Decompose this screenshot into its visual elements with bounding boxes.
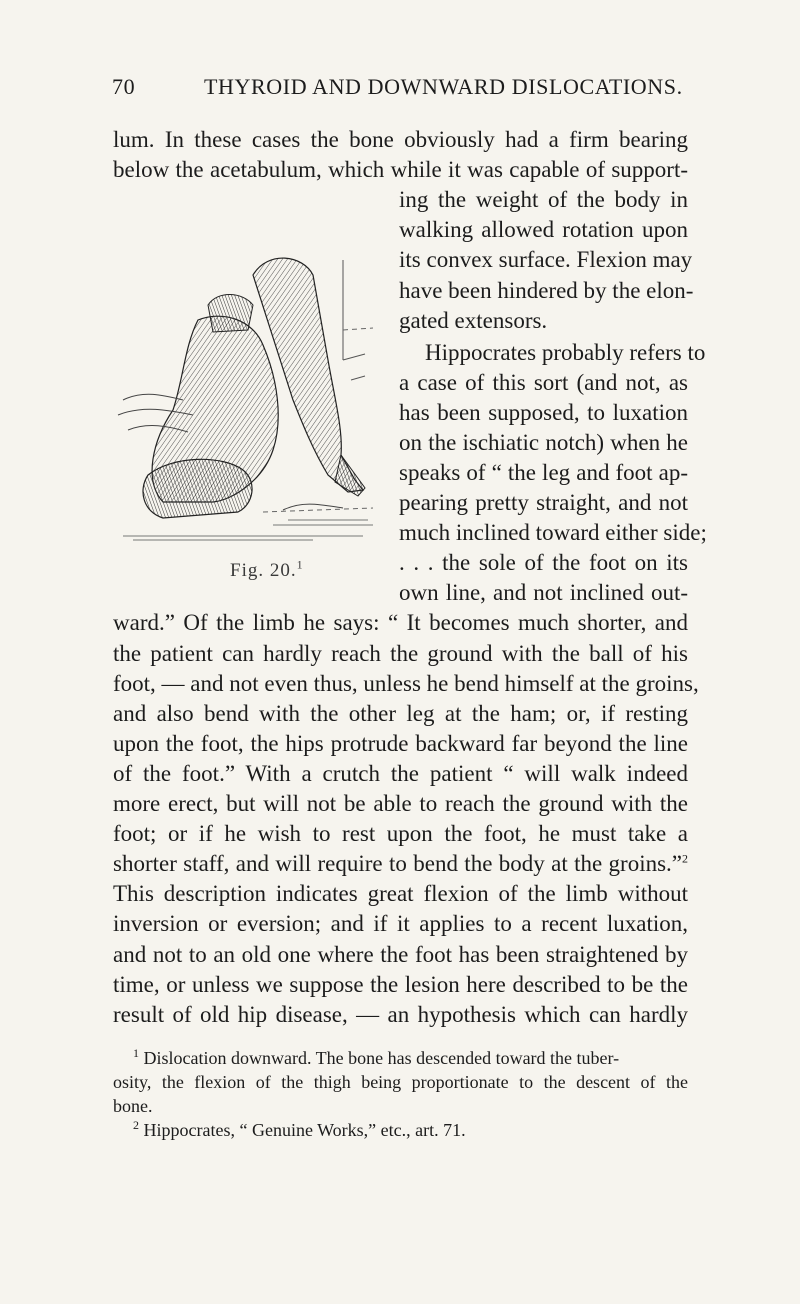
body-line: have been hindered by the elon- bbox=[399, 278, 694, 303]
body-line: ward.” Of the limb he says: “ It becomes much shorter, and bbox=[113, 610, 688, 635]
body-line: of the foot.” With a crutch the patient “ will walk indeed bbox=[113, 761, 688, 786]
body-line: . . . the sole of the foot on its bbox=[399, 550, 688, 575]
figure-footnote-ref: 1 bbox=[296, 557, 304, 572]
body-line: its convex surface. Flexion may bbox=[399, 247, 693, 272]
ground-lines bbox=[123, 520, 373, 540]
body-line: own line, and not inclined out- bbox=[399, 580, 688, 605]
body-line: time, or unless we suppose the lesion here described to be the bbox=[113, 972, 688, 997]
figure-engraving bbox=[103, 250, 383, 550]
footnote-line: osity, the flexion of the thigh being proportionate to the descent of the bbox=[113, 1072, 688, 1092]
body-line: gated extensors. bbox=[399, 308, 548, 333]
folded-leg bbox=[143, 459, 252, 518]
body-line: on the ischiatic notch) when he bbox=[399, 430, 688, 455]
body-line: result of old hip disease, — an hypothesis which can hardly bbox=[113, 1002, 688, 1027]
body-line: a case of this sort (and not, as bbox=[399, 370, 688, 395]
footnote-line bbox=[133, 1118, 688, 1142]
body-line: has been supposed, to luxation bbox=[399, 400, 688, 425]
body-line: ing the weight of the body in bbox=[399, 187, 688, 212]
body-line: This description indicates great flexion of the limb without bbox=[113, 881, 688, 906]
footnote-text: Hippocrates, “ Genuine Works,” etc., art. 71. bbox=[143, 1120, 466, 1140]
hand bbox=[208, 294, 253, 332]
body-line bbox=[113, 849, 688, 879]
body-line: below the acetabulum, which while it was capable of support- bbox=[113, 157, 688, 182]
body-line: upon the foot, the hips protrude backward far beyond the line bbox=[113, 731, 688, 756]
body-line: foot, — and not even thus, unless he bend himself at the groins, bbox=[113, 671, 699, 696]
body-line: the patient can hardly reach the ground with the ball of his bbox=[113, 641, 688, 666]
running-head: THYROID AND DOWNWARD DISLOCATIONS. bbox=[204, 74, 683, 99]
figure-dislocation-illustration bbox=[103, 250, 383, 550]
footnote-mark: 2 bbox=[133, 1118, 139, 1132]
page-number: 70 bbox=[112, 74, 136, 99]
body-line: lum. In these cases the bone obviously had a firm bearing bbox=[113, 127, 688, 152]
foot bbox=[335, 455, 365, 496]
footnote-line bbox=[133, 1046, 688, 1070]
body-line: walking allowed rotation upon bbox=[399, 217, 688, 242]
footnote-ref: 2 bbox=[682, 851, 688, 866]
body-line: foot; or if he wish to rest upon the foot, he must take a bbox=[113, 821, 688, 846]
body-line: pearing pretty straight, and not bbox=[399, 490, 688, 515]
table-edge bbox=[343, 260, 365, 380]
body-line: Hippocrates probably refers to bbox=[425, 340, 706, 365]
body-line-text: shorter staff, and will require to bend the body at the groins.” bbox=[113, 851, 682, 876]
body-line: more erect, but will not be able to reach the ground with the bbox=[113, 791, 688, 816]
figure-caption-label: Fig. 20. bbox=[230, 560, 297, 581]
footnote-mark: 1 bbox=[133, 1046, 139, 1060]
footnote-line: bone. bbox=[113, 1096, 153, 1116]
page-header bbox=[112, 74, 692, 108]
figure-caption bbox=[230, 557, 304, 582]
footnote-text: Dislocation downward. The bone has descended toward the tuber- bbox=[143, 1048, 620, 1068]
body-line: much inclined toward either side; bbox=[399, 520, 707, 545]
body-line: and also bend with the other leg at the ham; or, if resting bbox=[113, 701, 688, 726]
body-line: speaks of “ the leg and foot ap- bbox=[399, 460, 688, 485]
body-line: and not to an old one where the foot has been straightened by bbox=[113, 942, 688, 967]
body-line: inversion or eversion; and if it applies to a recent luxation, bbox=[113, 911, 688, 936]
